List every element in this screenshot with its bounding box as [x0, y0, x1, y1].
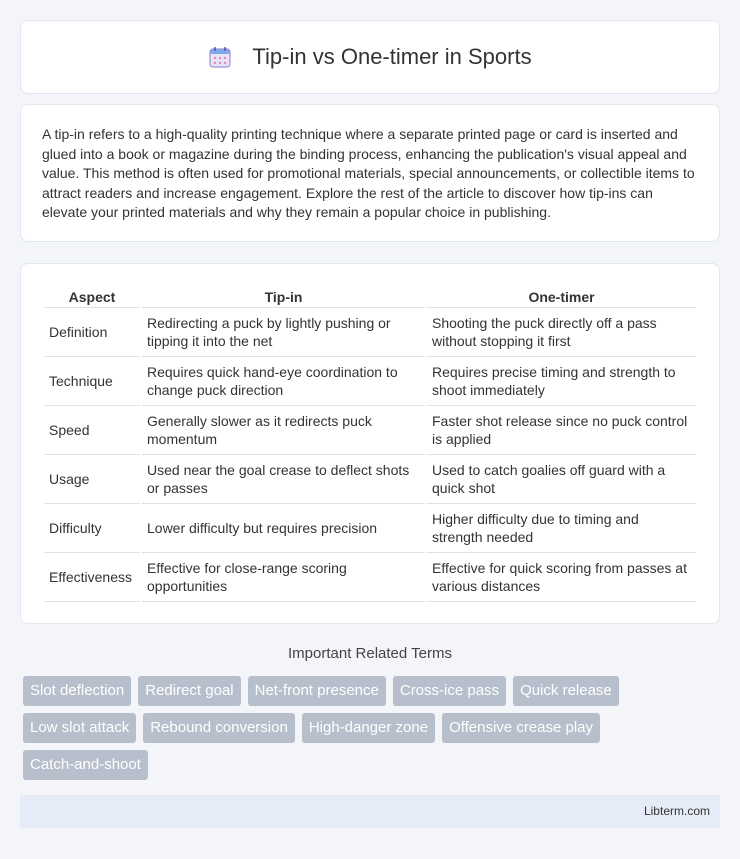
row-aspect: Usage — [44, 455, 140, 504]
page-title: Tip-in vs One-timer in Sports — [252, 44, 532, 69]
tag-slot-deflection[interactable]: Slot deflection — [23, 676, 131, 706]
table-row — [44, 357, 696, 406]
header-aspect: Aspect — [44, 284, 140, 308]
header-onetimer: One-timer — [427, 284, 696, 308]
table-row — [44, 455, 696, 504]
row-aspect: Technique — [44, 357, 140, 406]
row-onetimer: Faster shot release since no puck control is applied — [427, 406, 696, 455]
table-row — [44, 308, 696, 357]
row-tipin: Generally slower as it redirects puck momentum — [142, 406, 425, 455]
row-aspect: Difficulty — [44, 504, 140, 553]
row-tipin: Lower difficulty but requires precision — [142, 504, 425, 553]
row-aspect: Speed — [44, 406, 140, 455]
tag-offensive-crease-play[interactable]: Offensive crease play — [442, 713, 600, 743]
tag-quick-release[interactable]: Quick release — [513, 676, 619, 706]
row-aspect: Effectiveness — [44, 553, 140, 602]
related-terms-title: Important Related Terms — [288, 645, 452, 662]
table-row — [44, 406, 696, 455]
tag-net-front-presence[interactable]: Net-front presence — [248, 676, 386, 706]
row-aspect: Definition — [44, 308, 140, 357]
tag-low-slot-attack[interactable]: Low slot attack — [23, 713, 136, 743]
table-header-row — [44, 284, 696, 308]
row-onetimer: Effective for quick scoring from passes at various distances — [427, 553, 696, 602]
row-onetimer: Requires precise timing and strength to shoot immediately — [427, 357, 696, 406]
footer — [20, 795, 720, 828]
tag-rebound-conversion[interactable]: Rebound conversion — [143, 713, 295, 743]
header-tipin: Tip-in — [142, 284, 425, 308]
comparison-table — [42, 284, 698, 602]
header-card — [20, 20, 720, 94]
tag-high-danger-zone[interactable]: High-danger zone — [302, 713, 435, 743]
row-onetimer: Used to catch goalies off guard with a quick shot — [427, 455, 696, 504]
row-tipin: Used near the goal crease to deflect shots or passes — [142, 455, 425, 504]
table-row — [44, 553, 696, 602]
comparison-card — [20, 263, 720, 624]
tag-catch-and-shoot[interactable]: Catch-and-shoot — [23, 750, 148, 780]
row-tipin: Effective for close-range scoring opportunities — [142, 553, 425, 602]
footer-site-link[interactable]: Libterm.com — [643, 804, 710, 818]
intro-card — [20, 104, 720, 242]
calendar-icon — [208, 45, 232, 69]
table-row — [44, 504, 696, 553]
row-onetimer: Shooting the puck directly off a pass without stopping it first — [427, 308, 696, 357]
intro-paragraph: A tip-in refers to a high-quality printing technique where a separate printed page or card is inserted and glued into a book or magazine during the binding process, enhancing the publication's visual appeal and value. This method is often used for promotional materials, special announcements, or collectible items to attract readers and increase engagement. Explore the rest of the article to discover how tip-ins can elevate your printed materials and why they remain a popular choice in publishing. — [42, 126, 695, 221]
tag-cross-ice-pass[interactable]: Cross-ice pass — [393, 676, 506, 706]
row-tipin: Redirecting a puck by lightly pushing or tipping it into the net — [142, 308, 425, 357]
row-onetimer: Higher difficulty due to timing and strength needed — [427, 504, 696, 553]
tag-redirect-goal[interactable]: Redirect goal — [138, 676, 240, 706]
related-tags — [23, 676, 703, 780]
row-tipin: Requires quick hand-eye coordination to change puck direction — [142, 357, 425, 406]
